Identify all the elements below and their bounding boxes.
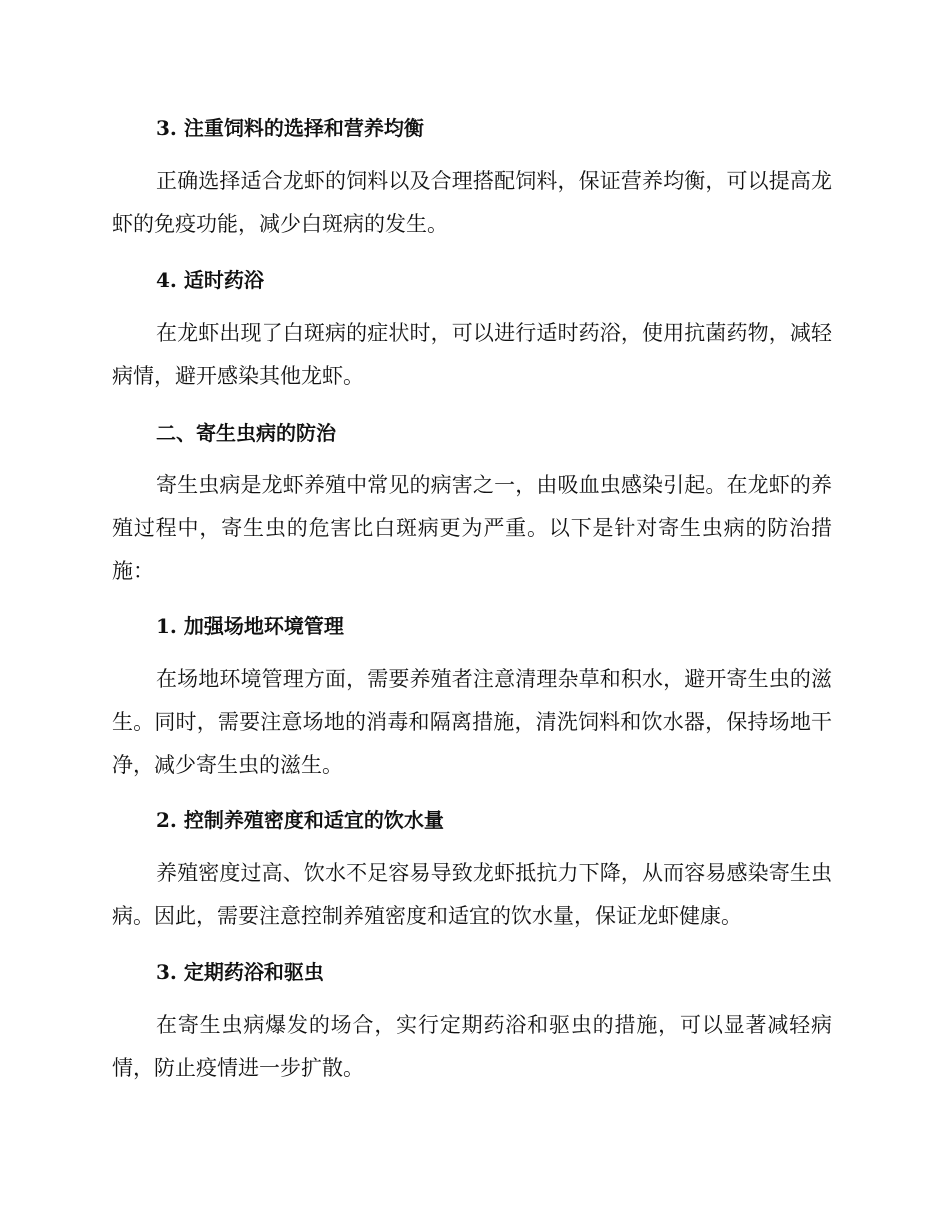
section-heading-feed-nutrition: 3. 注重饲料的选择和营养均衡 bbox=[156, 116, 424, 140]
paragraph-bath-deworming: 在寄生虫病爆发的场合，实行定期药浴和驱虫的措施，可以显著减轻病情，防止疫情进一步扩散。 bbox=[112, 1013, 832, 1080]
section-heading-density-water: 2. 控制养殖密度和适宜的饮水量 bbox=[156, 808, 444, 832]
section-heading-site-management: 1. 加强场地环境管理 bbox=[156, 614, 344, 638]
section-heading-parasite-control: 二、寄生虫病的防治 bbox=[156, 421, 336, 445]
section-heading-medicated-bath: 4. 适时药浴 bbox=[156, 268, 264, 292]
paragraph-parasite-intro: 寄生虫病是龙虾养殖中常见的病害之一，由吸血虫感染引起。在龙虾的养殖过程中，寄生虫的危害比白斑病更为严重。以下是针对寄生虫病的防治措施： bbox=[112, 473, 832, 583]
paragraph-site-management: 在场地环境管理方面，需要养殖者注意清理杂草和积水，避开寄生虫的滋生。同时，需要注意场地的消毒和隔离措施，清洗饲料和饮水器，保持场地干净，减少寄生虫的滋生。 bbox=[112, 667, 832, 777]
paragraph-feed-nutrition: 正确选择适合龙虾的饲料以及合理搭配饲料，保证营养均衡，可以提高龙虾的免疫功能，减少白斑病的发生。 bbox=[112, 169, 832, 236]
section-heading-bath-deworming: 3. 定期药浴和驱虫 bbox=[156, 960, 324, 984]
paragraph-density-water: 养殖密度过高、饮水不足容易导致龙虾抵抗力下降，从而容易感染寄生虫病。因此，需要注意控制养殖密度和适宜的饮水量，保证龙虾健康。 bbox=[112, 861, 832, 928]
paragraph-medicated-bath: 在龙虾出现了白斑病的症状时，可以进行适时药浴，使用抗菌药物，减轻病情，避开感染其他龙虾。 bbox=[112, 321, 832, 388]
